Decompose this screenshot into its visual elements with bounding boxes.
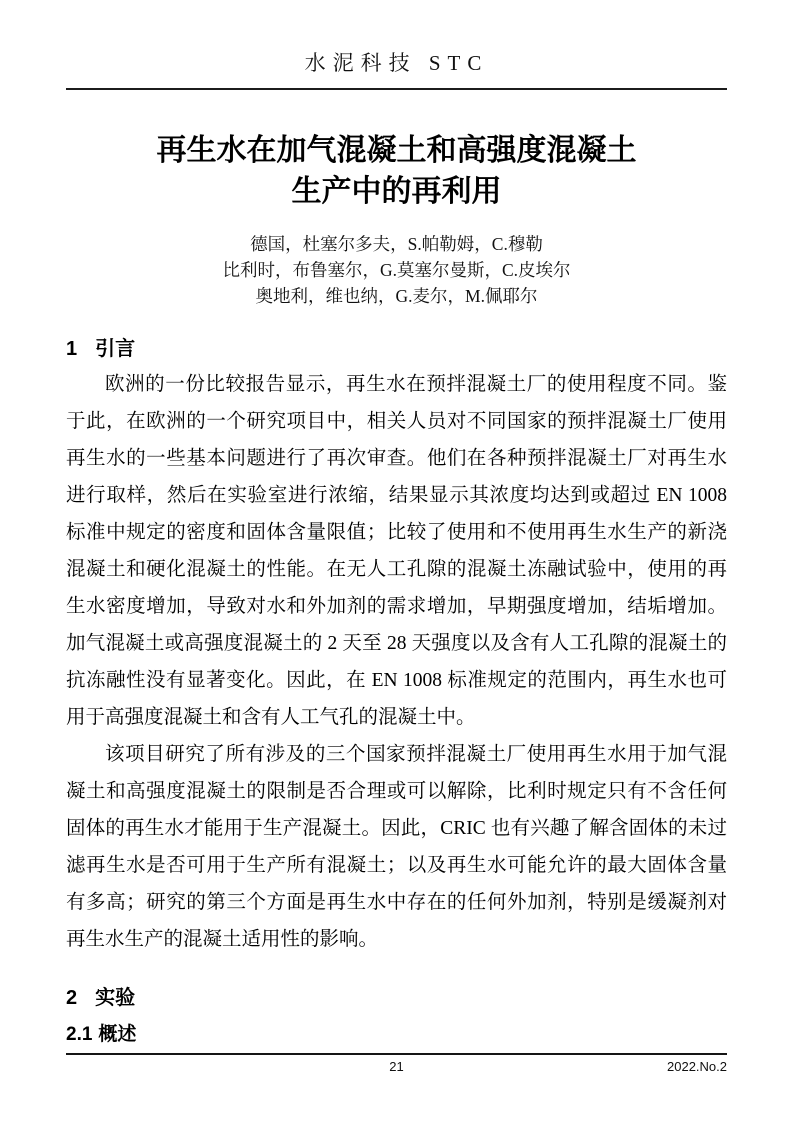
subsection-heading-overview [66,1021,727,1048]
header-divider [66,88,727,90]
section-title: 实验 [95,987,136,1009]
article-title [66,130,727,212]
section-number: 1 [66,338,78,360]
subsection-number: 2.1 [66,1024,93,1045]
article-title-line-2: 生产中的再利用 [291,175,502,208]
section-heading-introduction [66,335,727,363]
footer-issue-label: 2022.No.2 [667,1059,727,1074]
author-line-austria: 奥地利，维也纳，G.麦尔，M.佩耶尔 [255,286,538,306]
footer-page-number: 21 [389,1059,404,1074]
section-heading-experiment [66,984,727,1012]
footer-divider [66,1053,727,1055]
article-title-line-1: 再生水在加气混凝土和高强度混凝土 [156,134,637,167]
intro-paragraph-2: 该项目研究了所有涉及的三个国家预拌混凝土厂使用再生水用于加气混凝土和高强度混凝土的限制是否合理或可以解除，比利时规定只有不含任何固体的再生水才能用于生产混凝土。因此，CRIC 也有兴趣了解含固体的未过滤再生水是否可用于生产所有混凝土；以及再生水可能允许的最大固体含量有多高；研究的第三个方面是再生水中存在的任何外加剂，特别是缓凝剂对再生水生产的混凝土适用性的影响。 [66,744,727,950]
journal-header-title: 水泥科技 STC [304,51,489,75]
author-line-belgium: 比利时，布鲁塞尔，G.莫塞尔曼斯，C.皮埃尔 [222,260,571,280]
intro-paragraph-1: 欧洲的一份比较报告显示，再生水在预拌混凝土厂的使用程度不同。鉴于此，在欧洲的一个研究项目中，相关人员对不同国家的预拌混凝土厂使用再生水的一些基本问题进行了再次审查。他们在各种预拌混凝土厂对再生水进行取样，然后在实验室进行浓缩，结果显示其浓度均达到或超过 EN 1008 标准中规定的密度和固体含量限值；比较了使用和不使用再生水生产的新浇混凝土和硬化混凝土的性能。在无人工孔隙的混凝土冻融试验中，使用的再生水密度增加，导致对水和外加剂的需求增加，早期强度增加，结垢增加。加气混凝土或高强度混凝土的 2 天至 28 天强度以及含有人工孔隙的混凝土的抗冻融性没有显著变化。因此，在 EN 1008 标准规定的范围内，再生水也可用于高强度混凝土和含有人工气孔的混凝土中。 [66,374,727,728]
subsection-title: 概述 [98,1024,137,1045]
section-number: 2 [66,987,78,1009]
author-line-germany: 德国，杜塞尔多夫，S.帕勒姆，C.穆勒 [250,234,543,254]
author-block [66,231,727,309]
page-content [66,0,727,1048]
section-title: 引言 [95,338,136,360]
